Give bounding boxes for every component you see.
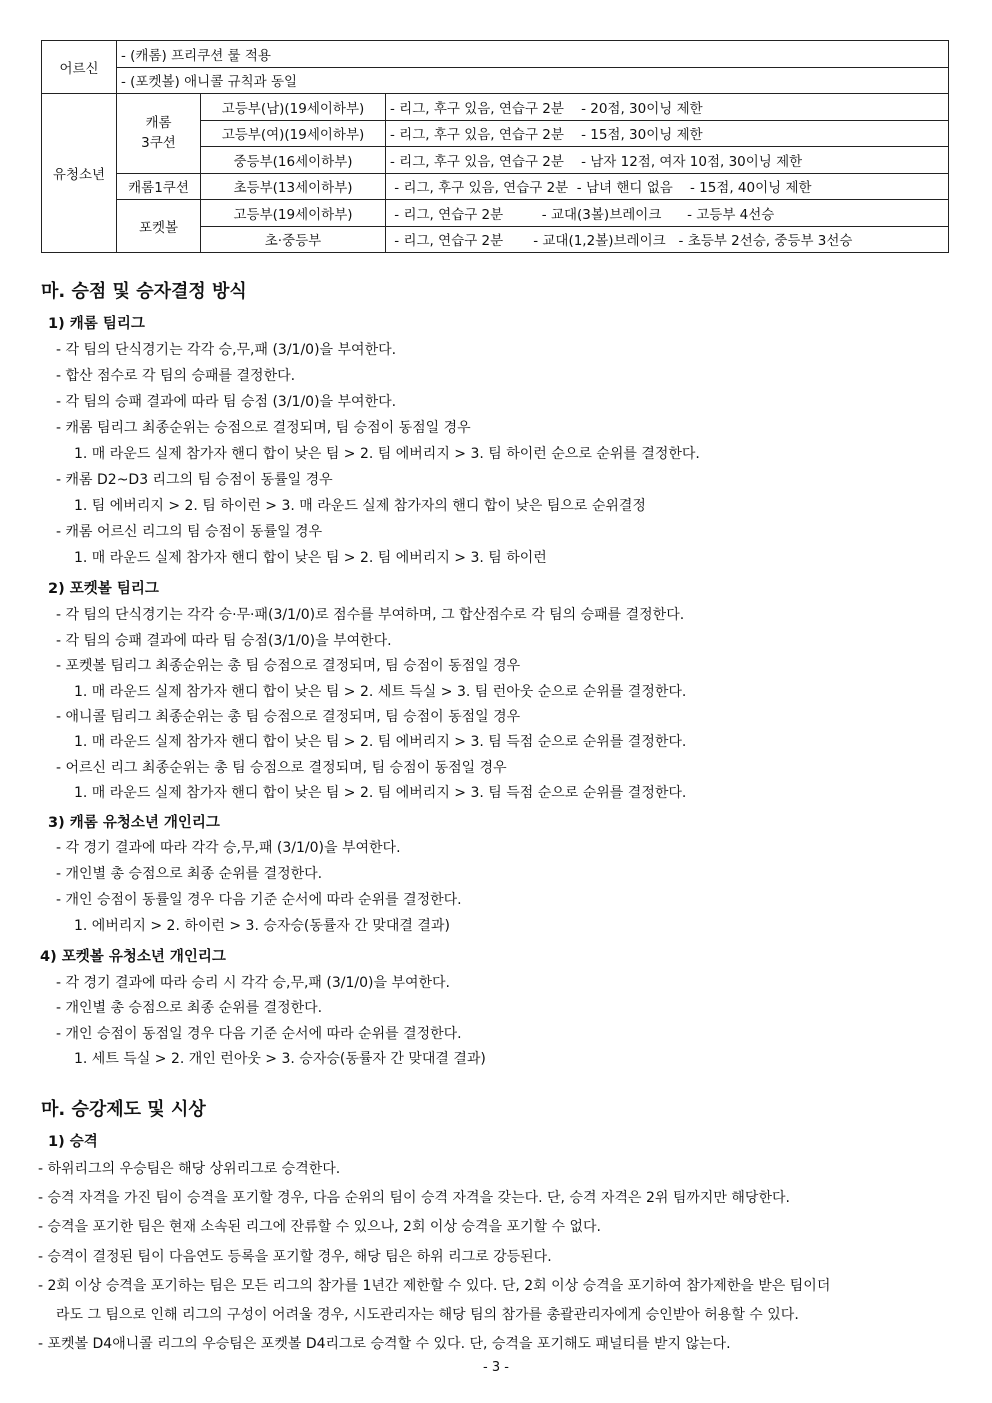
division-cell: 고등부(19세이하부) <box>201 200 386 227</box>
text-line: - 개인별 총 승점으로 최종 순위를 결정한다. <box>56 1000 323 1016</box>
text-line: - 캐롬 어르신 리그의 팀 승점이 동률일 경우 <box>56 524 323 540</box>
text-line: - 각 팀의 단식경기는 각각 승·무·패(3/1/0)로 점수를 부여하며, 그 합산점수로 각 팀의 승패를 결정한다. <box>56 607 685 623</box>
division-cell: 초등부(13세이하부) <box>201 173 386 200</box>
text-line: - 승격을 포기한 팀은 현재 소속된 리그에 잔류할 수 있으나, 2회 이상 승격을 포기할 수 없다. <box>38 1219 601 1235</box>
subsection-heading: 1) 승격 <box>48 1134 98 1150</box>
division-cell: 고등부(여)(19세이하부) <box>201 120 386 147</box>
division-cell: 초·중등부 <box>201 226 386 253</box>
text-line: - 개인 승점이 동률일 경우 다음 기준 순서에 따라 순위를 결정한다. <box>56 892 462 908</box>
group-cell: 캐롬 3쿠션 <box>117 94 201 174</box>
text-line: - 개인별 총 승점으로 최종 순위를 결정한다. <box>56 866 323 882</box>
division-cell: 고등부(남)(19세이하부) <box>201 94 386 121</box>
group-cell: 캐롬1쿠션 <box>117 173 201 200</box>
rule-cell: - 리그, 연습구 2분 - 교대(1,2볼)브레이크 - 초등부 2선승, 중등부 3선승 <box>386 226 949 253</box>
text-line: - 어르신 리그 최종순위는 총 팀 승점으로 결정되며, 팀 승점이 동점일 경우 <box>56 760 507 776</box>
text-line: 1. 에버리지 > 2. 하이런 > 3. 승자승(동률자 간 맞대결 결과) <box>74 918 450 934</box>
section-heading: 마. 승강제도 및 시상 <box>41 1099 206 1120</box>
rule-cell: - 리그, 연습구 2분 - 교대(3볼)브레이크 - 고등부 4선승 <box>386 200 949 227</box>
table-row <box>42 94 949 121</box>
text-line: - 각 경기 결과에 따라 각각 승,무,패 (3/1/0)을 부여한다. <box>56 840 401 856</box>
rule-cell: - 리그, 후구 있음, 연습구 2분 - 15점, 30이닝 제한 <box>386 120 949 147</box>
table-row <box>42 41 949 68</box>
division-cell: 중등부(16세이하부) <box>201 147 386 174</box>
text-line: 라도 그 팀으로 인해 리그의 구성이 어려울 경우, 시도관리자는 해당 팀의 참가를 총괄관리자에게 승인받아 허용할 수 있다. <box>56 1307 799 1323</box>
text-line: 1. 매 라운드 실제 참가자 핸디 합이 낮은 팀 > 2. 팀 에버리지 > 3. 팀 하이런 <box>74 550 547 566</box>
rule-cell: - (캐롬) 프리쿠션 룰 적용 <box>117 41 949 68</box>
page-number: - 3 - <box>483 1360 509 1375</box>
table-row <box>42 200 949 227</box>
text-line: 1. 세트 득실 > 2. 개인 런아웃 > 3. 승자승(동률자 간 맞대결 결과) <box>74 1051 486 1067</box>
category-cell: 어르신 <box>42 41 117 94</box>
subsection-heading: 1) 캐롬 팀리그 <box>48 316 145 332</box>
group-cell: 포켓볼 <box>117 200 201 253</box>
rule-cell: - 리그, 후구 있음, 연습구 2분 - 남녀 핸디 없음 - 15점, 40이닝 제한 <box>386 173 949 200</box>
rule-cell: - (포켓볼) 애니콜 규칙과 동일 <box>117 67 949 94</box>
text-line: 1. 매 라운드 실제 참가자 핸디 합이 낮은 팀 > 2. 팀 에버리지 > 3. 팀 하이런 순으로 순위를 결정한다. <box>74 446 700 462</box>
rules-table <box>41 40 949 253</box>
subsection-heading: 2) 포켓볼 팀리그 <box>48 581 159 597</box>
category-cell: 유청소년 <box>42 94 117 253</box>
text-line: - 포켓볼 팀리그 최종순위는 총 팀 승점으로 결정되며, 팀 승점이 동점일 경우 <box>56 658 521 674</box>
text-line: - 캐롬 D2~D3 리그의 팀 승점이 동률일 경우 <box>56 472 333 488</box>
text-line: - 승격 자격을 가진 팀이 승격을 포기할 경우, 다음 순위의 팀이 승격 자격을 갖는다. 단, 승격 자격은 2위 팀까지만 해당한다. <box>38 1190 790 1206</box>
text-line: 1. 매 라운드 실제 참가자 핸디 합이 낮은 팀 > 2. 팀 에버리지 > 3. 팀 득점 순으로 순위를 결정한다. <box>74 734 687 750</box>
text-line: 1. 매 라운드 실제 참가자 핸디 합이 낮은 팀 > 2. 세트 득실 > 3. 팀 런아웃 순으로 순위를 결정한다. <box>74 684 687 700</box>
rule-cell: - 리그, 후구 있음, 연습구 2분 - 남자 12점, 여자 10점, 30이닝 제한 <box>386 147 949 174</box>
rule-cell: - 리그, 후구 있음, 연습구 2분 - 20점, 30이닝 제한 <box>386 94 949 121</box>
table-row <box>42 173 949 200</box>
text-line: - 각 팀의 승패 결과에 따라 팀 승점(3/1/0)을 부여한다. <box>56 633 392 649</box>
text-line: - 2회 이상 승격을 포기하는 팀은 모든 리그의 참가를 1년간 제한할 수 있다. 단, 2회 이상 승격을 포기하여 참가제한을 받은 팀이더 <box>38 1278 831 1294</box>
text-line: 1. 팀 에버리지 > 2. 팀 하이런 > 3. 매 라운드 실제 참가자의 핸디 합이 낮은 팀으로 순위결정 <box>74 498 646 514</box>
subsection-heading: 3) 캐롬 유청소년 개인리그 <box>48 815 220 831</box>
text-line: - 승격이 결정된 팀이 다음연도 등록을 포기할 경우, 해당 팀은 하위 리그로 강등된다. <box>38 1249 552 1265</box>
text-line: - 애니콜 팀리그 최종순위는 총 팀 승점으로 결정되며, 팀 승점이 동점일 경우 <box>56 709 521 725</box>
section-heading: 마. 승점 및 승자결정 방식 <box>41 281 247 302</box>
text-line: - 합산 점수로 각 팀의 승패를 결정한다. <box>56 368 296 384</box>
text-line: - 개인 승점이 동점일 경우 다음 기준 순서에 따라 순위를 결정한다. <box>56 1026 462 1042</box>
text-line: - 각 팀의 단식경기는 각각 승,무,패 (3/1/0)을 부여한다. <box>56 342 397 358</box>
text-line: - 캐롬 팀리그 최종순위는 승점으로 결정되며, 팀 승점이 동점일 경우 <box>56 420 471 436</box>
text-line: - 각 팀의 승패 결과에 따라 팀 승점 (3/1/0)을 부여한다. <box>56 394 397 410</box>
text-line: - 각 경기 결과에 따라 승리 시 각각 승,무,패 (3/1/0)을 부여한다. <box>56 975 450 991</box>
table-row <box>42 67 949 94</box>
subsection-heading: 4) 포켓볼 유청소년 개인리그 <box>40 949 226 965</box>
text-line: - 하위리그의 우승팀은 해당 상위리그로 승격한다. <box>38 1161 341 1177</box>
text-line: - 포켓볼 D4애니콜 리그의 우승팀은 포켓볼 D4리그로 승격할 수 있다. 단, 승격을 포기해도 패널티를 받지 않는다. <box>38 1336 731 1352</box>
text-line: 1. 매 라운드 실제 참가자 핸디 합이 낮은 팀 > 2. 팀 에버리지 > 3. 팀 득점 순으로 순위를 결정한다. <box>74 785 687 801</box>
